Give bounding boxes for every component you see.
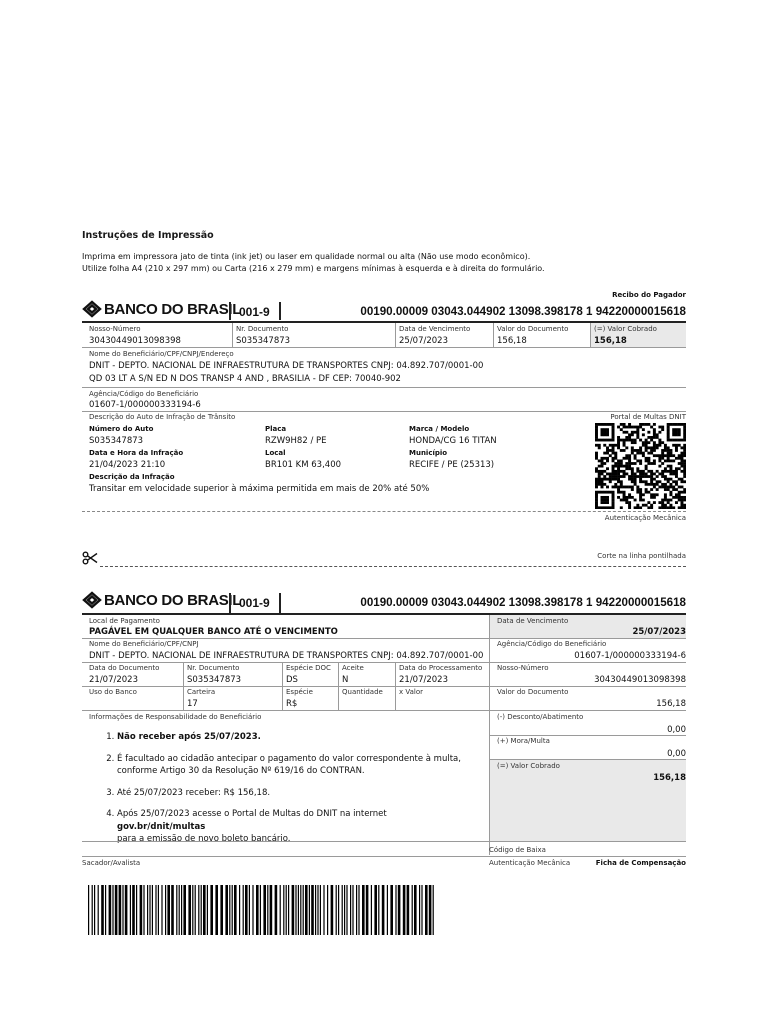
especie-doc-label: Espécie DOC	[286, 664, 331, 672]
aceite-label: Aceite	[342, 664, 364, 672]
especie-label: Espécie	[286, 688, 313, 696]
receipt-portal-label: Portal de Multas DNIT	[610, 413, 686, 421]
info-list	[97, 731, 477, 855]
data-documento-label: Data do Documento	[89, 664, 160, 672]
sacador-label: Sacador/Avalista	[82, 859, 141, 867]
receipt-local: BR101 KM 63,400	[265, 460, 342, 470]
receipt-municipio-label: Município	[409, 449, 448, 457]
receipt-header: Recibo do Pagador	[612, 291, 686, 299]
data-documento: 21/07/2023	[89, 675, 138, 685]
aceite: N	[342, 675, 349, 685]
instructions-line-2: Utilize folha A4 (210 x 297 mm) ou Carta (216 x 279 mm) e margens mínimas à esquerda e à direita do formulário.	[82, 264, 545, 273]
bank-code: 001-9	[239, 305, 270, 319]
info-item-3: 3. Até 25/07/2023 receber: R$ 156,18.	[117, 787, 477, 800]
receipt-descricao-label: Descrição da Infração	[89, 473, 175, 481]
receipt-nr-documento-label: Nr. Documento	[236, 325, 289, 333]
ficha-valor-documento: 156,18	[656, 699, 686, 709]
ficha-nosso-numero: 30430449013098398	[594, 675, 686, 685]
qr-code	[595, 423, 686, 509]
mora-label: (+) Mora/Multa	[497, 737, 550, 745]
portal-link[interactable]: gov.br/dnit/multas	[117, 821, 206, 832]
ficha-agencia-label: Agência/Código do Beneficiário	[497, 640, 607, 648]
digitable-line-ficha: 00190.00009 03043.044902 13098.398178 1 94220000015618	[360, 596, 686, 609]
codigo-baixa-label: Código de Baixa	[489, 846, 546, 854]
receipt-valor-cobrado-label: (=) Valor Cobrado	[594, 325, 657, 333]
ficha-nr-documento-label: Nr. Documento	[187, 664, 240, 672]
receipt-numero-auto: S035347873	[89, 436, 144, 446]
data-processamento-label: Data do Processamento	[399, 664, 483, 672]
local-pagamento-label: Local de Pagamento	[89, 617, 160, 625]
ficha-autenticacao-label: Autenticação Mecânica	[489, 859, 571, 867]
receipt-nr-documento: S035347873	[236, 336, 291, 346]
receipt-nosso-numero: 30430449013098398	[89, 336, 181, 346]
info-item-1: 1. Não receber após 25/07/2023.	[117, 731, 477, 744]
barcode	[88, 885, 438, 935]
carteira-label: Carteira	[187, 688, 216, 696]
receipt-descricao: Transitar em velocidade superior à máxima permitida em mais de 20% até 50%	[89, 484, 430, 494]
valor-cobrado: 156,18	[653, 773, 686, 783]
receipt-beneficiario-line2: QD 03 LT A S/N ED N DOS TRANSP 4 AND , BRASILIA - DF CEP: 70040-902	[89, 374, 401, 384]
ficha-compensacao-label: Ficha de Compensação	[595, 859, 686, 867]
bank-logo-icon	[82, 591, 102, 609]
ficha-vencimento-label: Data de Vencimento	[497, 617, 569, 625]
info-label: Informações de Responsabilidade do Beneficiário	[89, 713, 262, 721]
instructions-title: Instruções de Impressão	[82, 230, 214, 241]
receipt-vencimento-label: Data de Vencimento	[399, 325, 471, 333]
receipt-numero-auto-label: Número do Auto	[89, 425, 154, 433]
uso-banco-label: Uso do Banco	[89, 688, 137, 696]
receipt-valor-cobrado: 156,18	[594, 336, 627, 346]
receipt-local-label: Local	[265, 449, 286, 457]
receipt-municipio: RECIFE / PE (25313)	[409, 460, 495, 470]
ficha-valor-documento-label: Valor do Documento	[497, 688, 569, 696]
ficha-vencimento: 25/07/2023	[632, 627, 686, 637]
instructions-line-1: Imprima em impressora jato de tinta (ink jet) ou laser em qualidade normal ou alta (Não use modo econômico).	[82, 252, 531, 261]
bank-name: BANCO DO BRASIL	[104, 300, 242, 318]
especie-doc: DS	[286, 675, 298, 685]
receipt-marca-label: Marca / Modelo	[409, 425, 470, 433]
quantidade-label: Quantidade	[342, 688, 383, 696]
receipt-valor-documento-label: Valor do Documento	[497, 325, 569, 333]
cut-line-label: Corte na linha pontilhada	[597, 552, 686, 560]
ficha-nr-documento: S035347873	[187, 675, 242, 685]
receipt-nosso-numero-label: Nosso-Número	[89, 325, 141, 333]
especie: R$	[286, 699, 298, 709]
carteira: 17	[187, 699, 198, 709]
ficha-beneficiario-label: Nome do Beneficiário/CPF/CNPJ	[89, 640, 199, 648]
receipt-vencimento: 25/07/2023	[399, 336, 448, 346]
receipt-valor-documento: 156,18	[497, 336, 527, 346]
bank-logo-icon	[82, 300, 102, 318]
receipt-beneficiario-label: Nome do Beneficiário/CPF/CNPJ/Endereço	[89, 350, 234, 358]
receipt-placa-label: Placa	[265, 425, 287, 433]
receipt-data-hora-label: Data e Hora da Infração	[89, 449, 184, 457]
receipt-data-hora: 21/04/2023 21:10	[89, 460, 166, 470]
receipt-marca: HONDA/CG 16 TITAN	[409, 436, 497, 446]
ficha-beneficiario: DNIT - DEPTO. NACIONAL DE INFRAESTRUTURA DE TRANSPORTES CNPJ: 04.892.707/0001-00	[89, 651, 484, 661]
bank-logo-ficha	[82, 591, 241, 609]
bank-logo	[82, 300, 241, 318]
receipt-placa: RZW9H82 / PE	[265, 436, 327, 446]
x-valor-label: x Valor	[399, 688, 424, 696]
desconto: 0,00	[667, 725, 686, 735]
desconto-label: (-) Desconto/Abatimento	[497, 713, 584, 721]
bank-code-ficha: 001-9	[239, 596, 270, 610]
data-processamento: 21/07/2023	[399, 675, 448, 685]
receipt-agencia-label: Agência/Código do Beneficiário	[89, 390, 199, 398]
info-item-2: 2. É facultado ao cidadão antecipar o pagamento do valor correspondente à multa, conforme Artigo 30 da Resolução Nº 619/16 do CONTRAN.	[117, 753, 477, 778]
ficha-agencia: 01607-1/000000333194-6	[574, 651, 686, 661]
valor-cobrado-label: (=) Valor Cobrado	[497, 762, 560, 770]
mora: 0,00	[667, 749, 686, 759]
bank-name: BANCO DO BRASIL	[104, 591, 242, 609]
digitable-line: 00190.00009 03043.044902 13098.398178 1 94220000015618	[360, 305, 686, 318]
receipt-autenticacao-label: Autenticação Mecânica	[604, 514, 686, 522]
scissors-icon	[82, 551, 98, 565]
receipt-agencia: 01607-1/000000333194-6	[89, 400, 201, 410]
info-item-4: 4. Após 25/07/2023 acesse o Portal de Multas do DNIT na internet gov.br/dnit/multas para a emissão de novo boleto bancário.	[117, 808, 477, 846]
receipt-beneficiario-line1: DNIT - DEPTO. NACIONAL DE INFRAESTRUTURA DE TRANSPORTES CNPJ: 04.892.707/0001-00	[89, 361, 484, 371]
receipt-auto-desc-label: Descrição do Auto de Infração de Trânsito	[89, 413, 236, 421]
ficha-nosso-numero-label: Nosso-Número	[497, 664, 549, 672]
local-pagamento: PAGÁVEL EM QUALQUER BANCO ATÉ O VENCIMENTO	[89, 627, 338, 637]
